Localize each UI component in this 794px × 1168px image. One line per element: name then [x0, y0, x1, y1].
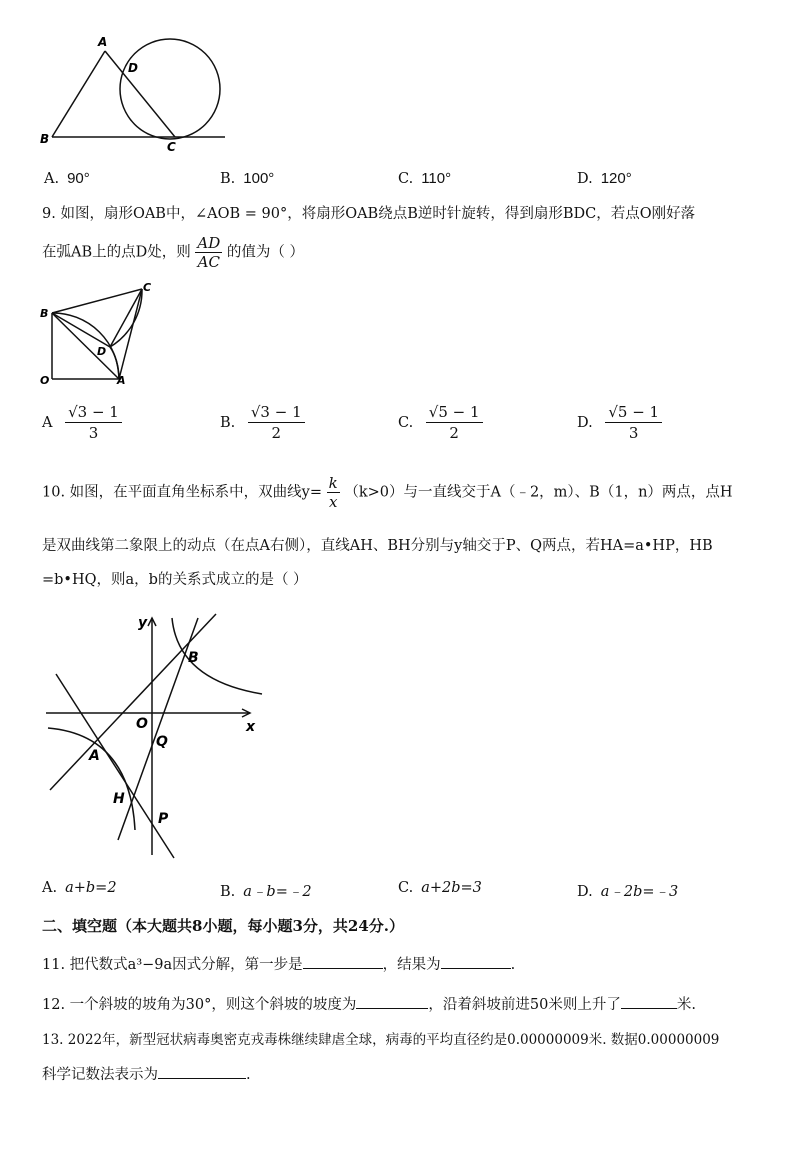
q10-label-q: Q: [156, 734, 168, 750]
q9-line-ca: [119, 289, 142, 379]
q10-fraction: [327, 474, 340, 511]
q9-fraction: [195, 234, 222, 271]
q13-pre: 科学记数法表示为: [42, 1067, 158, 1083]
q9-option-c: C. $\frac{√5 - 1}{2}$: [398, 402, 483, 443]
q13-blank[interactable]: [158, 1064, 246, 1079]
q8-option-a: A. 90°: [44, 170, 90, 187]
q12-end: 米.: [676, 997, 696, 1013]
q9-figure: [35, 278, 165, 390]
q10-option-d: D. a﹣2b=﹣3: [577, 884, 679, 900]
q13-end: .: [246, 1067, 251, 1083]
q10-frac-num: k: [328, 474, 338, 492]
q9-label-d: D: [97, 345, 107, 358]
q10-label-o: O: [136, 716, 148, 732]
q10-stem-pre: 10. 如图，在平面直角坐标系中，双曲线y=: [42, 484, 323, 501]
q10-stem-line2: 是双曲线第二象限上的动点（在点A右侧），直线AH、BH分别与y轴交于P、Q两点，若HA=a•HP，HB: [42, 538, 713, 554]
q8-label-d: D: [128, 61, 138, 75]
q8-label-c: C: [167, 140, 176, 154]
q9-label-c: C: [143, 281, 152, 294]
q8-line-ac: [105, 51, 175, 137]
q10-stem-post: （k>0）与一直线交于A（﹣2，m）、B（1，n）两点，点H: [344, 484, 733, 501]
q10-label-y: y: [138, 615, 148, 631]
q13-line1: 13. 2022年，新型冠状病毒奥密克戎毒株继续肆虐全球，病毒的平均直径约是0.00000009米. 数据0.00000009: [42, 1032, 720, 1048]
q8-option-b: B. 100°: [220, 170, 275, 187]
q9-label-o: O: [40, 374, 50, 387]
q8-label-b: B: [40, 132, 50, 146]
q9-frac-num: AD: [197, 234, 221, 252]
q9-line-bc: [52, 289, 142, 313]
q10-stem-line1: [42, 474, 733, 511]
q9-label-b: B: [40, 307, 49, 320]
q9-stem-post: 的值为（ ）: [226, 244, 304, 261]
q12-blank-1[interactable]: [356, 994, 428, 1009]
q10-line-bh: [118, 618, 198, 840]
q10-option-a: A. a+b=2: [42, 880, 117, 896]
q9-stem-line2: [42, 234, 304, 271]
q9-option-d: D. $\frac{√5 - 1}{3}$: [577, 402, 662, 443]
q10-hyperbola-branch1: [172, 618, 262, 694]
q10-label-a: A: [89, 748, 100, 764]
q10-label-h: H: [113, 791, 125, 807]
q9-frac-den: AC: [197, 253, 220, 271]
q11-text: [42, 954, 515, 975]
q8-option-c: C. 110°: [398, 170, 452, 187]
q10-figure: [40, 610, 280, 864]
q11-pre: 11. 把代数式a³−9a因式分解，第一步是: [42, 957, 303, 973]
q13-line2: [42, 1064, 251, 1085]
q10-label-x: x: [246, 719, 256, 735]
q12-blank-2[interactable]: [621, 994, 677, 1009]
q11-blank-2[interactable]: [441, 954, 511, 969]
q12-pre: 12. 一个斜坡的坡角为30°，则这个斜坡的坡度为: [42, 997, 357, 1013]
q9-stem-line1: 9. 如图，扇形OAB中，∠AOB = 90°，将扇形OAB绕点B逆时针旋转，得到扇形BDC，若点O刚好落: [42, 206, 696, 222]
q9-line-cd: [110, 289, 142, 347]
q10-label-b: B: [188, 650, 199, 666]
q10-line-ah: [56, 674, 174, 858]
q10-option-b: B. a﹣b=﹣2: [220, 884, 312, 900]
section2-title: 二、填空题（本大题共8小题，每小题3分，共24分.）: [42, 917, 404, 935]
q9-option-b: B. $\frac{√3 - 1}{2}$: [220, 402, 305, 443]
q9-label-a: A: [117, 374, 126, 387]
q10-label-p: P: [158, 811, 169, 827]
q11-mid: ，结果为: [382, 957, 441, 973]
q8-option-d: D. 120°: [577, 170, 632, 187]
q8-label-a: A: [98, 35, 108, 49]
q9-stem-pre: 在弧AB上的点D处，则: [42, 244, 191, 261]
q10-frac-den: x: [328, 493, 338, 511]
q10-line-ab: [50, 614, 216, 790]
q8-line-ab: [52, 51, 105, 137]
q10-option-c: C. a+2b=3: [398, 880, 482, 896]
q9-option-a: A $\frac{√3 - 1}{3}$: [42, 402, 122, 443]
q10-stem-line3: =b•HQ，则a，b的关系式成立的是（ ）: [42, 572, 308, 588]
q11-blank-1[interactable]: [303, 954, 383, 969]
q11-end: .: [510, 957, 516, 973]
q12-text: [42, 994, 696, 1015]
q12-mid: ，沿着斜坡前进50米则上升了: [428, 997, 621, 1013]
q8-figure: [30, 28, 240, 158]
